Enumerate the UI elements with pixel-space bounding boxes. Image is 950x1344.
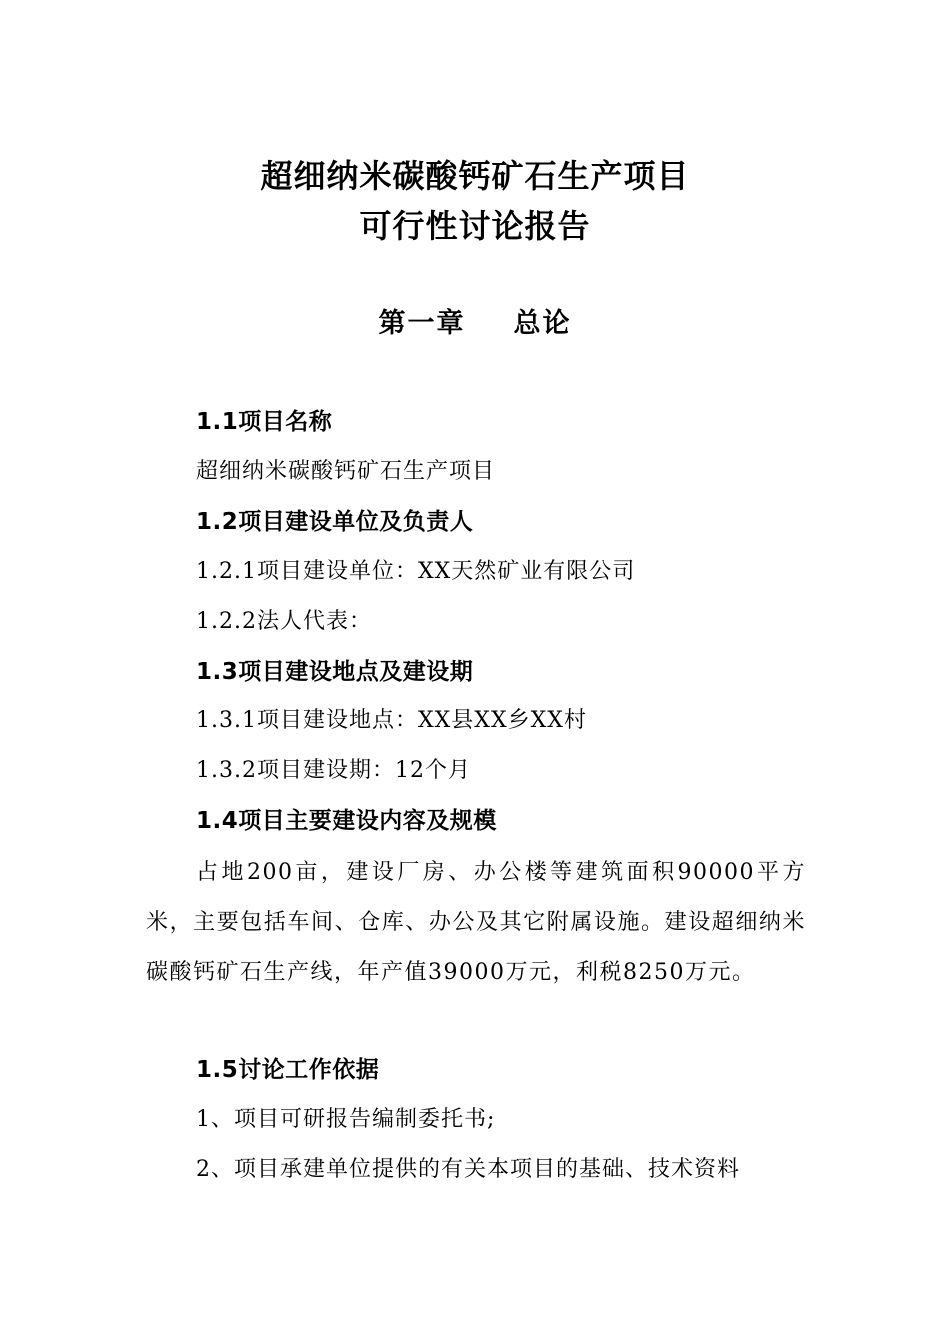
construction-site-text: 1.3.1项目建设地点：XX县XX乡XX村: [196, 708, 587, 733]
basis-item-2: 2、项目承建单位提供的有关本项目的基础、技术资料: [196, 1157, 740, 1182]
chapter-heading: [0, 306, 950, 342]
section-heading-1-1: 1.1项目名称: [196, 409, 333, 435]
document-title-line-1: 超细纳米碳酸钙矿石生产项目: [260, 157, 690, 195]
section-heading-1-2: 1.2项目建设单位及负责人: [196, 509, 474, 535]
construction-unit-text: 1.2.1项目建设单位：XX天然矿业有限公司: [196, 559, 636, 584]
scale-paragraph: 占地200亩，建设厂房、办公楼等建筑面积90000平方米，主要包括车间、仓库、办公及其它附属设施。建设超细纳米碳酸钙矿石生产线，年产值39000万元，利税8250万元。: [146, 860, 806, 985]
project-name-text: 超细纳米碳酸钙矿石生产项目: [196, 459, 496, 484]
chapter-number: 第一章: [378, 308, 466, 339]
legal-representative-text: 1.2.2法人代表：: [196, 609, 372, 634]
section-heading-1-5: 1.5讨论工作依据: [196, 1057, 380, 1083]
chapter-name: 总论: [513, 308, 572, 339]
section-heading-1-3: 1.3项目建设地点及建设期: [196, 659, 474, 685]
section-heading-1-4: 1.4项目主要建设内容及规模: [196, 808, 497, 834]
basis-item-1: 1、项目可研报告编制委托书;: [196, 1107, 496, 1132]
construction-period-text: 1.3.2项目建设期：12个月: [196, 758, 471, 783]
document-title-line-2: 可行性讨论报告: [359, 207, 591, 245]
